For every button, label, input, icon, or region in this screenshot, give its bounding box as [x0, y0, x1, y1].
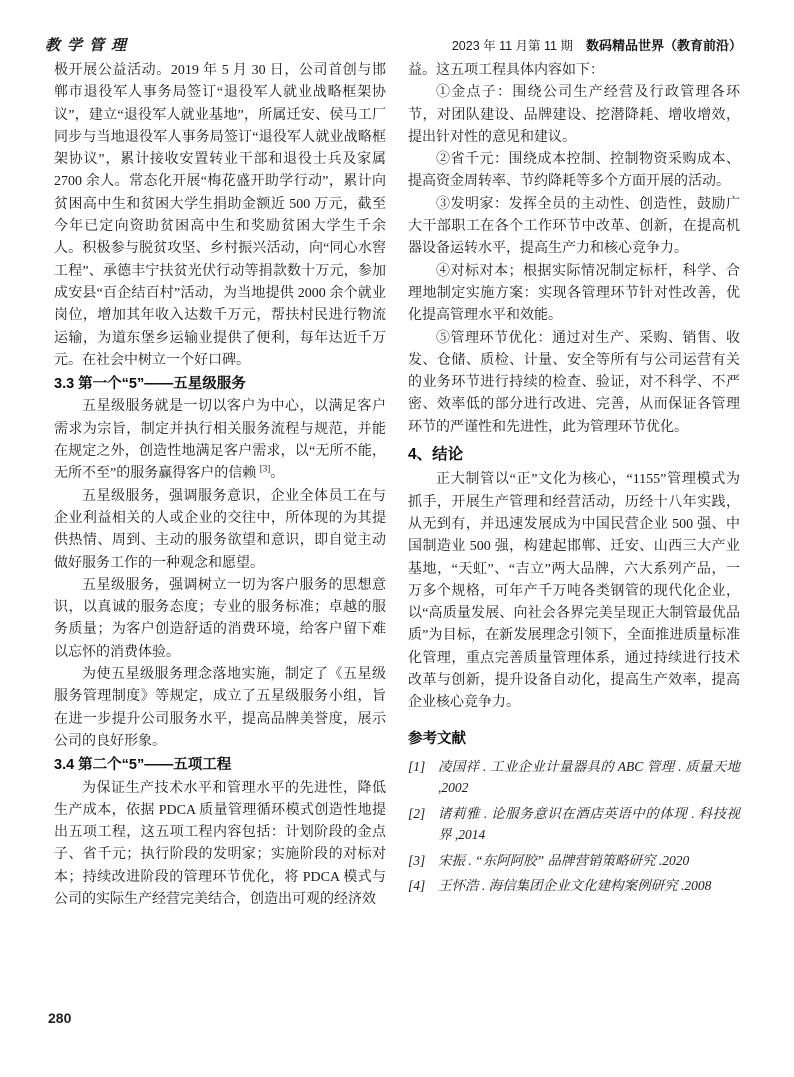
page-number: 280	[48, 1010, 72, 1026]
issue-info: 2023 年 11 月第 11 期	[451, 39, 573, 53]
paragraph-service-awareness: 五星级服务，强调服务意识，企业全体员工在与企业利益相关的人或企业的交往中，所体现的为其提供热情、周到、主动的服务欲望和意识，即自觉主动做好服务工作的一种观念和愿望。	[54, 488, 386, 571]
left-column	[54, 60, 386, 911]
paragraph-text: 五星级服务就是一切以客户为中心，以满足客户需求为宗旨，制定并执行相关服务流程与规范，并能在规定之外，创造性地满足客户需求，以“无所不能，无所不至”的服务赢得客户的信赖	[54, 399, 386, 482]
reference-number: [3]	[408, 852, 426, 868]
citation-marker: [3]	[259, 463, 271, 474]
paragraph-five-projects-intro: 为保证生产技术水平和管理水平的先进性，降低生产成本，依据 PDCA 质量管理循环模式创造性地提出五项工程，这五项工程内容包括：计划阶段的金点子、省千元；执行阶段的发明家；实施阶段的对标对本；持续改进阶段的管理环节优化，将 PDCA 模式与公司的实际生产经营完美结合，创造出可观的经济效	[54, 780, 386, 907]
reference-item	[408, 803, 740, 846]
paragraph-projects-lead: 益。这五项工程具体内容如下：	[408, 63, 604, 78]
section-heading-3-4: 3.4 第二个“5”——五项工程	[54, 757, 232, 774]
header-right	[452, 35, 742, 54]
reference-number: [1]	[408, 758, 426, 774]
paragraph-project-3-inventor: ③发明家：发挥全员的主动性、创造性，鼓励广大干部职工在各个工作环节中改革、创新，在提高机器设备运转水平，提高生产力和核心竞争力。	[408, 196, 740, 257]
reference-text: 宋振 . “东阿阿胶” 品牌营销策略研究 .2020	[438, 852, 690, 868]
reference-number: [4]	[408, 878, 426, 894]
reference-item	[408, 875, 740, 897]
paragraph-project-5-optimization: ⑤管理环节优化：通过对生产、采购、销售、收发、仓储、质检、计量、安全等所有与公司运营有关的业务环节进行持续的检查、验证，对不科学、不严密、效率低的部分进行改进、完善，从而保证各管理环节的严谨性和先进性，此为管理环节优化。	[408, 330, 740, 435]
paragraph-project-1-golden-idea: ①金点子：围绕公司生产经营及行政管理各环节，对团队建设、品牌建设、挖潜降耗、增收增效，提出针对性的意见和建议。	[408, 85, 740, 145]
paragraph-conclusion: 正大制管以“正”文化为核心，“1155”管理模式为抓手，开展生产管理和经营活动，历经十八年实践，从无到有，并迅速发展成为中国民营企业 500 强、中国制造业 500 强，构建起邯郸、迁安、山西三大产业基地，“天虹”、“吉立”两大品牌，六大系列产品，一万多个规格，可年产千万吨各类钢管的现代化企业，以“高质量发展、向社会各界完美呈现正大制管最优品质”为目标，在新发展理念引领下，全面推进质量标准化管理，重点完善质量管理体系，通过持续进行技术改革与创新，提升设备自动化，提高生产效率，提高企业核心竞争力。	[408, 472, 740, 711]
reference-text: 诸莉雅 . 论服务意识在酒店英语中的体现 . 科技视界 ,2014	[438, 805, 740, 843]
paragraph-project-2-save-thousand: ②省千元：围绕成本控制、控制物资采购成本、提高资金周转率、节约降耗等多个方面开展的活动。	[408, 152, 740, 190]
section-heading-conclusion: 4、结论	[408, 446, 464, 464]
paragraph-text-tail: 。	[270, 466, 285, 482]
reference-text: 凌国祥 . 工业企业计量器具的 ABC 管理 . 质量天地 ,2002	[438, 758, 740, 796]
reference-item	[408, 756, 740, 799]
reference-text: 王怀浩 . 海信集团企业文化建构案例研究 .2008	[438, 878, 712, 894]
article-body	[54, 60, 740, 911]
paragraph-service-system: 为使五星级服务理念落地实施，制定了《五星级服务管理制度》等规定，成立了五星级服务小组，旨在进一步提升公司服务水平，提高品牌美誉度，展示公司的良好形象。	[54, 667, 386, 749]
column-title: 教学管理	[45, 38, 134, 54]
paragraph-service-attitude: 五星级服务，强调树立一切为客户服务的思想意识，以真诚的服务态度；专业的服务标准；卓越的服务质量；为客户创造舒适的消费环境，给客户留下难以忘怀的消费体验。	[54, 577, 386, 660]
section-heading-3-3: 3.3 第一个“5”——五星级服务	[54, 376, 246, 393]
paragraph-social-welfare: 极开展公益活动。2019 年 5 月 30 日，公司首创与邯郸市退役军人事务局签订“退役军人就业战略框架协议”，建立“退役军人就业基地”，所属迁安、侯马工厂同步与当地退役军人事务局签订“退役军人就业战略框架协议”，累计接收安置转业干部和退役士兵及家属 2700 余人。常态化开展“梅花盛开助学行动”，累计向贫困高中生和贫困大学生捐助金额近 500 万元，截至今年已定向资助贫困高中生和奖励贫困大学生千余人。积极参与脱贫攻坚、乡村振兴活动，向“同心水窖工程”、承德丰宁扶贫光伏行动等捐款数十万元，参加成安县“百企结百村”活动，为当地提供 2000 余个就业岗位，增加其年收入达数千万元，帮扶村民进行物流运输，为道东堡乡运输业提供了便利，每年达近千万元。在社会中树立一个好口碑。	[54, 63, 386, 368]
page-header	[45, 34, 742, 55]
reference-item	[408, 850, 740, 872]
paragraph-five-star-definition	[54, 396, 386, 485]
journal-name: 数码精品世界（教育前沿）	[585, 38, 742, 53]
reference-number: [2]	[408, 805, 426, 821]
paragraph-project-4-benchmarking: ④对标对本；根据实际情况制定标杆，科学、合理地制定实施方案：实现各管理环节针对性改善，优化提高管理水平和效能。	[408, 263, 740, 324]
references-heading: 参考文献	[408, 730, 466, 747]
right-column	[408, 60, 740, 911]
